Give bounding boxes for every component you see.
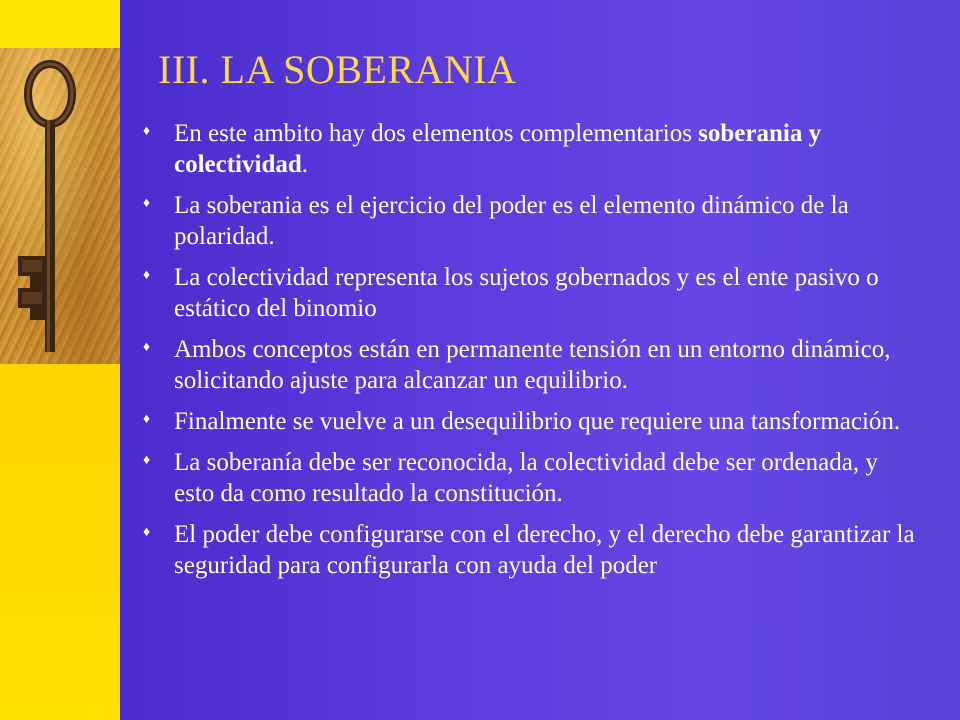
bullet-text: El poder debe configurarse con el derecho, y el derecho debe garantizar la seguridad para configurarla con ayuda del poder (174, 521, 915, 579)
old-key-icon (0, 48, 120, 364)
bullet-item (142, 118, 922, 180)
bullet-bold-text: soberania y colectividad (174, 120, 822, 178)
bullet-text: La soberania es el ejercicio del poder es el elemento dinámico de la polaridad. (174, 192, 849, 250)
bullet-list (142, 118, 922, 591)
bullet-item (142, 262, 922, 324)
bullet-text: En este ambito hay dos elementos complementarios (174, 120, 699, 147)
diamond-bullet-icon: ♦ (143, 340, 151, 355)
bullet-item (142, 519, 922, 581)
key-photo (0, 48, 120, 364)
diamond-bullet-icon: ♦ (143, 525, 151, 540)
diamond-bullet-icon: ♦ (143, 268, 151, 283)
bullet-text: Finalmente se vuelve a un desequilibrio que requiere una tansformación. (174, 408, 901, 435)
diamond-bullet-icon: ♦ (143, 196, 151, 211)
bullet-item (142, 334, 922, 396)
bullet-text: La soberanía debe ser reconocida, la colectividad debe ser ordenada, y esto da como resultado la constitución. (174, 449, 878, 507)
bullet-text: La colectividad representa los sujetos gobernados y es el ente pasivo o estático del binomio (174, 264, 879, 322)
slide-title: III. LA SOBERANIA (158, 47, 517, 92)
diamond-bullet-icon: ♦ (143, 124, 151, 139)
diamond-bullet-icon: ♦ (143, 412, 151, 427)
diamond-bullet-icon: ♦ (143, 453, 151, 468)
bullet-text: Ambos conceptos están en permanente tensión en un entorno dinámico, solicitando ajuste para alcanzar un equilibrio. (174, 336, 891, 394)
bullet-item (142, 190, 922, 252)
bullet-item (142, 447, 922, 509)
bullet-text-tail: . (301, 151, 309, 178)
bullet-item (142, 406, 922, 437)
